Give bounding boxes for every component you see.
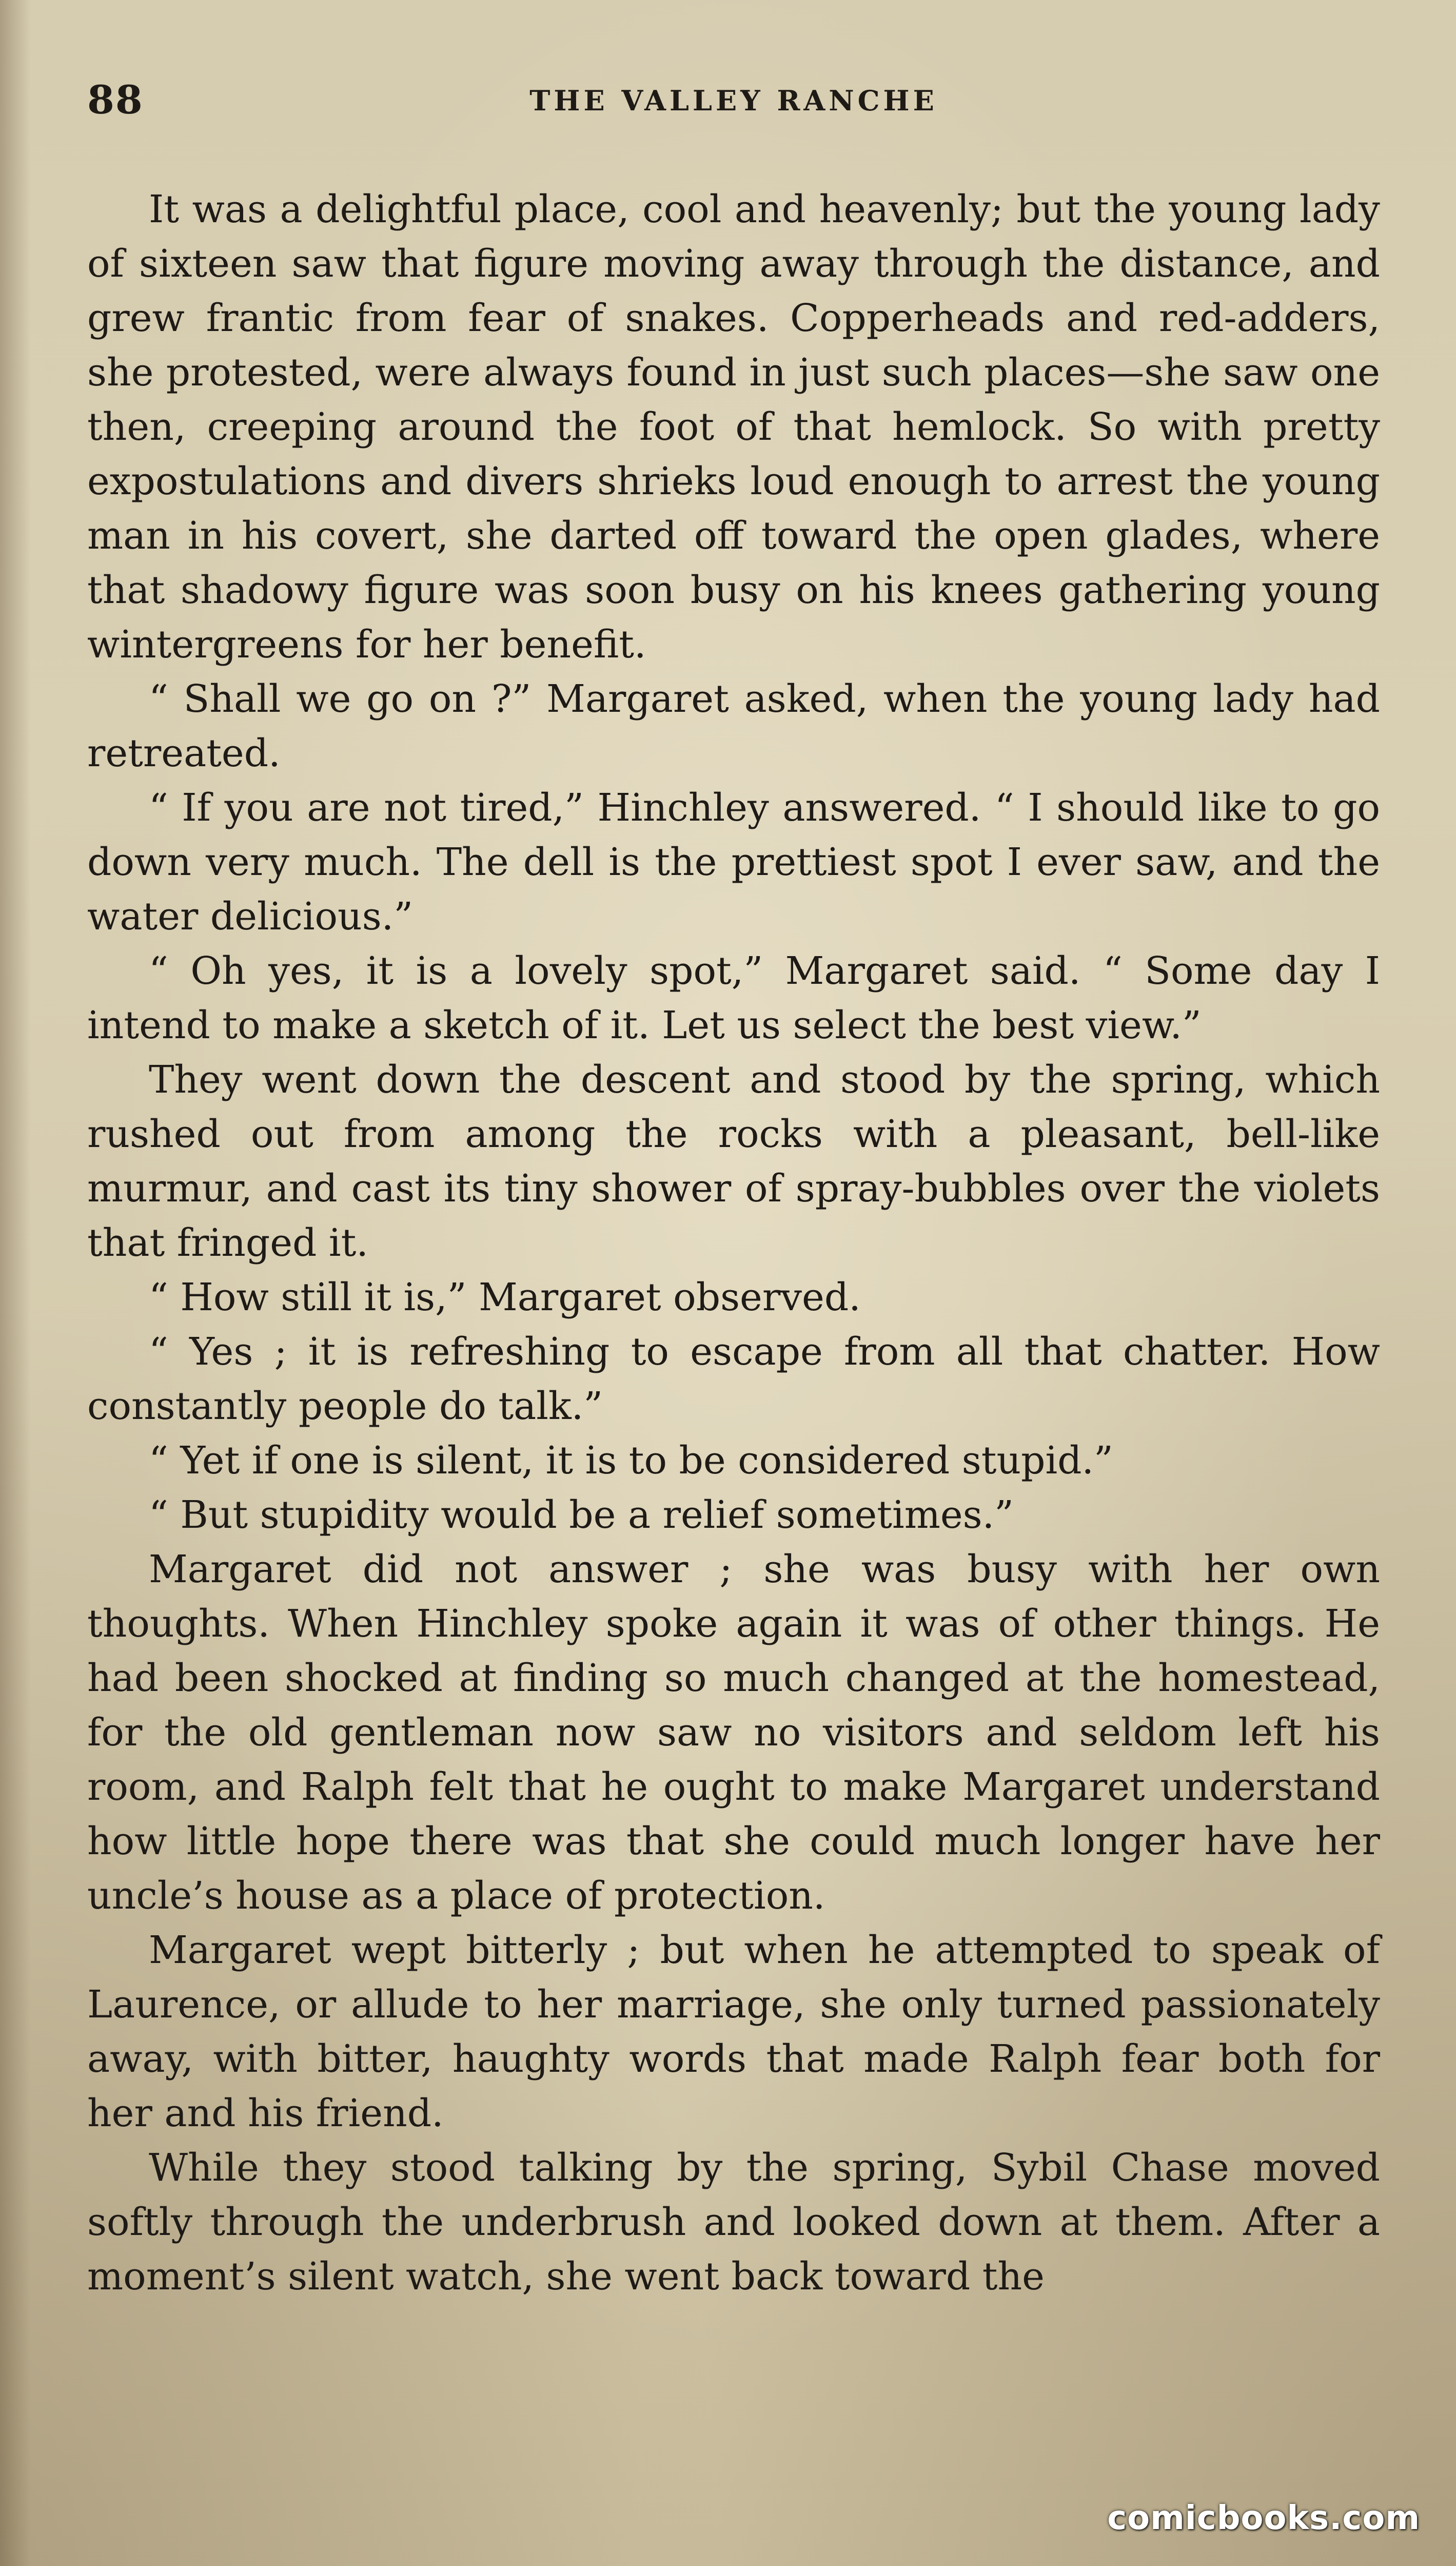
paragraph: They went down the descent and stood by the spring, which rushed out from among the rocks with a pleasant, bell-like murmur, and cast its tiny shower of spray-bubbles over the violets that fringed it. [87,1058,1380,1265]
paragraph: “ Oh yes, it is a lovely spot,” Margaret said. “ Some day I intend to make a sketch of it. Let us select the best view.” [87,949,1380,1047]
paragraph: “ Shall we go on ?” Margaret asked, when the young lady had retreated. [87,677,1380,775]
page-number: 88 [87,77,144,123]
paragraph: Margaret wept bitterly ; but when he attempted to speak of Laurence, or allude to her marriage, she only turned passionately away, with bitter, haughty words that made Ralph fear both for her and his friend. [87,1928,1380,2135]
paragraph: “ If you are not tired,” Hinchley answered. “ I should like to go down very much. The dell is the prettiest spot I ever saw, and the water delicious.” [87,786,1380,939]
paragraph: “ How still it is,” Margaret observed. [149,1275,861,1319]
paragraph: “ Yet if one is silent, it is to be considered stupid.” [149,1438,1113,1483]
paragraph: While they stood talking by the spring, Sybil Chase moved softly through the underbrush and looked down at them. After a moment’s silent watch, she went back toward the [87,2146,1380,2299]
paragraph: “ But stupidity would be a relief sometimes.” [149,1493,1014,1537]
body-text [87,182,1380,2389]
paragraph: Margaret did not answer ; she was busy with her own thoughts. When Hinchley spoke again it was of other things. He had been shocked at finding so much changed at the homestead, for the old gentleman now saw no visitors and seldom left his room, and Ralph felt that he ought to make Margaret understand how little hope there was that she could much longer have her uncle’s house as a place of protection. [87,1547,1380,1918]
paragraph: It was a delightful place, cool and heavenly; but the young lady of sixteen saw that figure moving away through the distance, and grew frantic from fear of snakes. Copperheads and red-adders, she protested, were always found in just such places—she saw one then, creeping around the foot of that hemlock. So with pretty expostulations and divers shrieks loud enough to arrest the young man in his covert, she darted off toward the open glades, where that shadowy figure was soon busy on his knees gathering young wintergreens for her benefit. [87,187,1380,667]
running-head: THE VALLEY RANCHE [529,84,938,117]
page-header [87,77,1380,133]
watermark-logo: comicbooks.com [1107,2499,1420,2537]
paragraph: “ Yes ; it is refreshing to escape from all that chatter. How constantly people do talk.” [87,1330,1380,1428]
